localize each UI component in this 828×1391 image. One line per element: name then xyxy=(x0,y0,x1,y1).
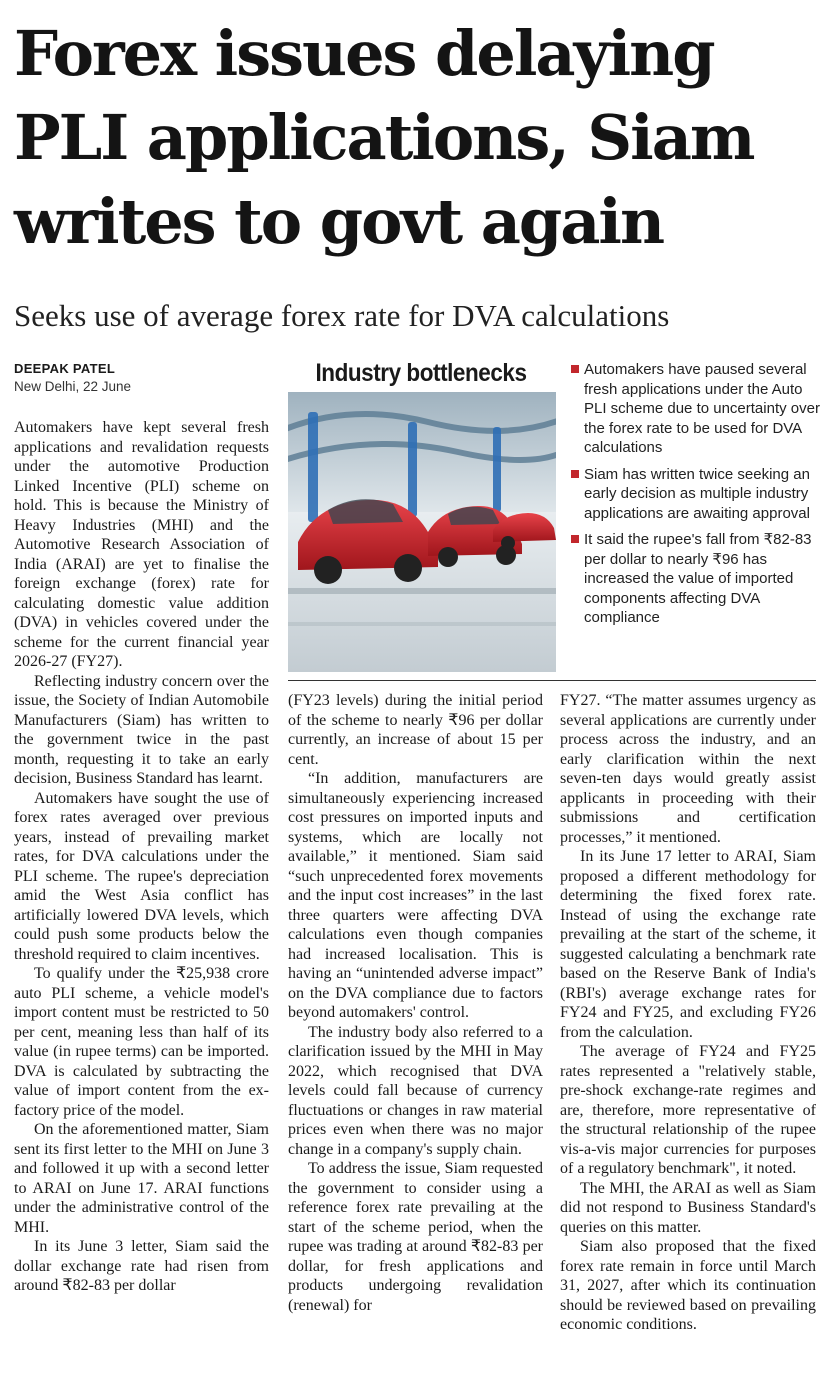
sidebar-bullets xyxy=(570,360,820,635)
deck: Seeks use of average forex rate for DVA calculations xyxy=(14,298,670,333)
headline: Forex issues delaying PLI applications, Siam writes to govt again xyxy=(14,17,754,258)
dateline: New Delhi, 22 June xyxy=(14,379,132,394)
paragraph: In its June 3 letter, Siam said the dollar exchange rate had risen from around ₹82-83 per dollar xyxy=(14,1238,269,1294)
author-name: DEEPAK PATEL xyxy=(14,361,116,376)
byline xyxy=(14,360,131,396)
paragraph: Reflecting industry concern over the issue, the Society of Indian Automobile Manufacturers (Siam) has written to the government twice in the past month, requesting it to take an early decision, Business Standard has learnt. xyxy=(14,672,269,787)
sidebar-title: Industry bottlenecks xyxy=(315,359,527,387)
sidebar-bullet: Automakers have paused several fresh applications under the Auto PLI scheme due to uncertainty over the forex rate to be used for DVA calculations xyxy=(570,360,820,458)
paragraph: FY27. “The matter assumes urgency as several applications are currently under process across the industry, and an early clarification within the next seven-ten days would greatly assist applicants in proceeding with their submissions and certification processes,” it mentioned. xyxy=(560,692,816,846)
factory-photo xyxy=(288,392,556,672)
sidebar-bullet: Siam has written twice seeking an early decision as multiple industry applications are awaiting approval xyxy=(570,465,820,524)
paragraph: Siam also proposed that the fixed forex rate remain in force until March 31, 2027, after which its continuation should be reviewed based on prevailing economic conditions. xyxy=(560,1238,816,1333)
paragraph: “In addition, manufacturers are simultaneously experiencing increased cost pressures on imported inputs and systems, which are locally not available,” it mentioned. Siam said “such unprecedented forex movements and the input cost increases” in the last three quarters were affecting DVA calculations even though companies had increased localisation. This is having an “unintended adverse impact” on the DVA compliance due to factors beyond automakers' control. xyxy=(288,770,543,1021)
bullet-square-icon xyxy=(571,365,579,373)
paragraph: On the aforementioned matter, Siam sent its first letter to the MHI on June 3 and followed it up with a second letter to ARAI on June 17. ARAI functions under the administrative control of the MHI. xyxy=(14,1121,269,1236)
paragraph: The average of FY24 and FY25 rates represented a "relatively stable, pre-shock exchange-rate regimes and are, therefore, more representative of the structural relationship of the rupee vis-a-vis major currencies for purposes of a regulatory benchmark", it noted. xyxy=(560,1043,816,1177)
body-column-1 xyxy=(14,418,269,1388)
body-column-3 xyxy=(560,691,816,1388)
body-column-2 xyxy=(288,691,543,1388)
paragraph: In its June 17 letter to ARAI, Siam proposed a different methodology for determining the fixed forex rate. Instead of using the exchange rate prevailing at the start of the scheme, it suggested calculating a benchmark rate based on the Reserve Bank of India's (RBI's) average exchange rates for FY24 and FY25, and excluding FY26 from the calculation. xyxy=(560,848,816,1041)
divider-rule xyxy=(288,680,816,681)
bullet-square-icon xyxy=(571,535,579,543)
bullet-square-icon xyxy=(571,470,579,478)
paragraph: (FY23 levels) during the initial period of the scheme to nearly ₹96 per dollar currently, an increase of about 15 per cent. xyxy=(288,692,543,768)
paragraph: To qualify under the ₹25,938 crore auto PLI scheme, a vehicle model's import content must be restricted to 50 per cent, meaning less than half of its value (in rupee terms) can be imported. DVA is calculated by subtracting the value of import content from the ex-factory price of the model. xyxy=(14,965,269,1119)
sidebar-bullet: It said the rupee's fall from ₹82-83 per dollar to nearly ₹96 has increased the value of imported components affecting DVA compliance xyxy=(570,530,820,628)
paragraph: The industry body also referred to a clarification issued by the MHI in May 2022, which recognised that DVA levels could fall because of currency fluctuations or changes in raw material prices even when there was no major change in a company's supply chain. xyxy=(288,1023,543,1158)
paragraph: Automakers have kept several fresh applications and revalidation requests under the automotive Production Linked Incentive (PLI) scheme on hold. This is because the Ministry of Heavy Industries (MHI) and the Automotive Research Association of India (ARAI) are yet to finalise the foreign exchange (forex) rate for calculating domestic value addition (DVA) in vehicles covered under the scheme for the current financial year 2026-27 (FY27). xyxy=(14,419,269,670)
paragraph: To address the issue, Siam requested the government to consider using a reference forex rate prevailing at the start of the scheme period, when the rupee was trading at around ₹82-83 per dollar, for fresh applications and products undergoing revalidation (renewal) for xyxy=(288,1160,543,1314)
paragraph: Automakers have sought the use of forex rates averaged over previous years, instead of prevailing market rates, for DVA calculations under the PLI scheme. The rupee's depreciation amid the West Asia conflict has artificially lowered DVA levels, which could push some products below the threshold required to claim incentives. xyxy=(14,789,269,963)
paragraph: The MHI, the ARAI as well as Siam did not respond to Business Standard's queries on this matter. xyxy=(560,1179,816,1236)
